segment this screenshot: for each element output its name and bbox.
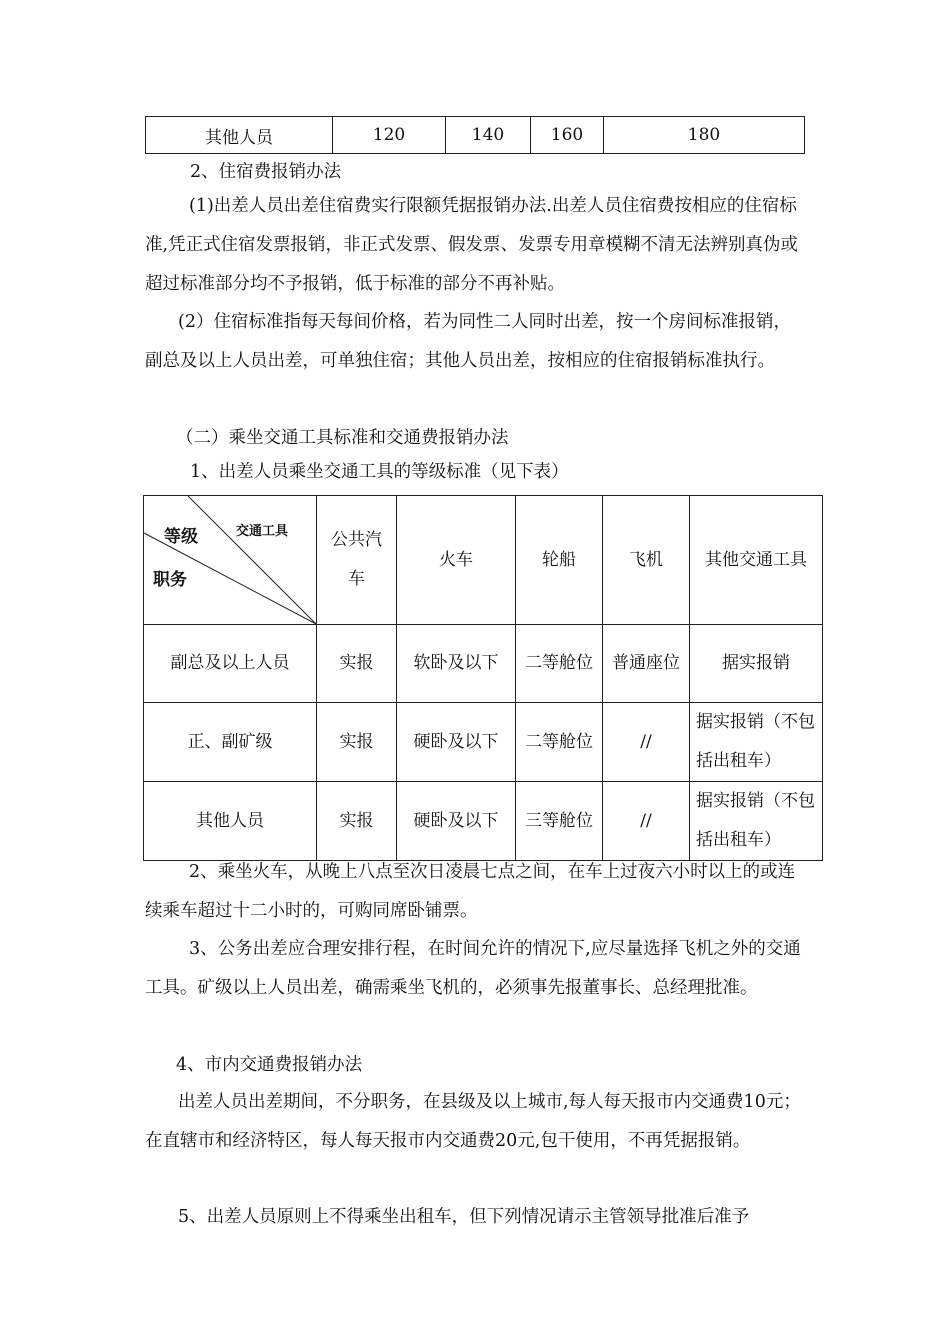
lodging-standard-table-tail [145, 116, 805, 154]
table-row [144, 703, 823, 782]
header-plane: 飞机 [603, 496, 690, 625]
table-cell: 120 [333, 117, 446, 154]
ship-cell: 三等舱位 [516, 782, 603, 861]
paragraph: 出差人员出差期间，不分职务，在县级及以上城市,每人每天报市内交通费10元；在直辖市和经济特区，每人每天报市内交通费20元,包干使用，不再凭据报销。 [145, 1092, 801, 1151]
role-cell: 正、副矿级 [144, 703, 317, 782]
table-header-row [144, 496, 823, 625]
section-heading-city-transport: 4、市内交通费报销办法 [176, 1055, 363, 1075]
header-ship: 轮船 [516, 496, 603, 625]
other-cell: 据实报销（不包括出租车） [690, 703, 823, 782]
diagonal-header-cell [144, 496, 317, 625]
table-cell: 140 [446, 117, 531, 154]
train-cell: 硬卧及以下 [397, 782, 516, 861]
plane-cell: // [603, 782, 690, 861]
paragraph: 2、乘坐火车，从晚上八点至次日凌晨七点之间，在车上过夜六小时以上的或连续乘车超过十二小时的，可购同席卧铺票。 [145, 862, 796, 921]
header-bus: 公共汽车 [317, 496, 397, 625]
ship-cell: 二等舱位 [516, 625, 603, 703]
section-heading-transport: （二）乘坐交通工具标准和交通费报销办法 [176, 428, 509, 448]
plane-cell: // [603, 703, 690, 782]
role-cell: 其他人员 [144, 782, 317, 861]
other-cell: 据实报销（不包括出租车） [690, 782, 823, 861]
paragraph: 1、出差人员乘坐交通工具的等级标准（见下表） [190, 462, 569, 482]
train-cell: 软卧及以下 [397, 625, 516, 703]
paragraph: 5、出差人员原则上不得乘坐出租车，但下列情况请示主管领导批准后准予 [178, 1207, 750, 1227]
plane-cell: 普通座位 [603, 625, 690, 703]
table-row [144, 625, 823, 703]
table-cell: 180 [604, 117, 805, 154]
section-heading-lodging: 2、住宿费报销办法 [190, 162, 342, 182]
paragraph: (2）住宿标准指每天每间价格，若为同性二人同时出差，按一个房间标准报销，副总及以上人员出差，可单独住宿；其他人员出差，按相应的住宿报销标准执行。 [145, 312, 791, 371]
table-cell: 其他人员 [146, 117, 333, 154]
bus-cell: 实报 [317, 703, 397, 782]
other-cell: 据实报销 [690, 625, 823, 703]
corner-label-grade: 等级 [164, 527, 198, 547]
table-cell: 160 [531, 117, 604, 154]
role-cell: 副总及以上人员 [144, 625, 317, 703]
train-cell: 硬卧及以下 [397, 703, 516, 782]
transport-standard-table [143, 495, 823, 861]
header-other: 其他交通工具 [690, 496, 823, 625]
corner-label-transport: 交通工具 [236, 524, 289, 539]
header-train: 火车 [397, 496, 516, 625]
corner-label-role: 职务 [153, 570, 187, 590]
bus-cell: 实报 [317, 782, 397, 861]
table-row [146, 117, 805, 154]
paragraph: (1)出差人员出差住宿费实行限额凭据报销办法.出差人员住宿费按相应的住宿标准,凭正式住宿发票报销，非正式发票、假发票、发票专用章模糊不清无法辨别真伪或超过标准部分均不予报销，低于标准的部分不再补贴。 [145, 196, 799, 294]
ship-cell: 二等舱位 [516, 703, 603, 782]
paragraph: 3、公务出差应合理安排行程，在时间允许的情况下,应尽量选择飞机之外的交通工具。矿级以上人员出差，确需乘坐飞机的，必须事先报董事长、总经理批准。 [145, 939, 801, 998]
bus-cell: 实报 [317, 625, 397, 703]
table-row [144, 782, 823, 861]
diagonal-lines [144, 496, 316, 624]
